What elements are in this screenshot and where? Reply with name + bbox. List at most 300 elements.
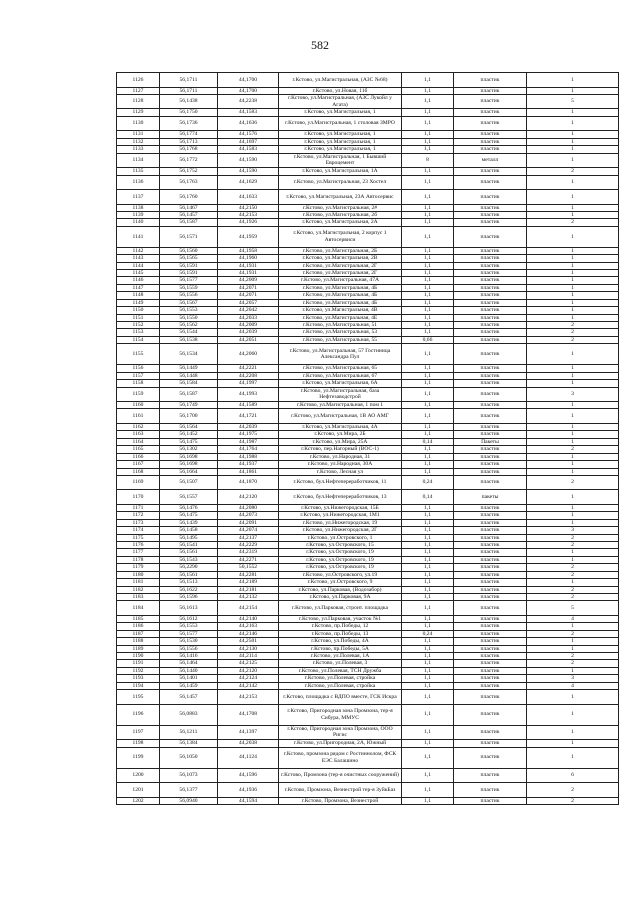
row-number-cell: 1174 [117, 527, 160, 534]
longitude-cell: 44,2501 [218, 638, 279, 645]
volume-cell: 1,1 [402, 175, 454, 190]
table-row [117, 307, 619, 314]
address-cell: г.Кстово, ул.Магистральная, 1 [279, 146, 402, 153]
volume-cell: 1,1 [402, 653, 454, 660]
material-cell: пластик [454, 549, 527, 556]
quantity-cell: 2 [527, 783, 619, 798]
quantity-cell: 1 [527, 131, 619, 138]
table-row [117, 94, 619, 109]
longitude-cell: 44,2039 [218, 423, 279, 430]
quantity-cell: 2 [527, 564, 619, 571]
table-row [117, 314, 619, 321]
address-cell: г.Кстово, промзона рядом с Ростиннолом, ФСК ЕЭС Балашино [279, 747, 402, 768]
latitude-cell: 56,1752 [160, 168, 218, 175]
row-number-cell: 1190 [117, 653, 160, 660]
row-number-cell: 1169 [117, 475, 160, 490]
address-cell: г.Кстово, ул.Магистральная, 23 Хостел [279, 175, 402, 190]
row-number-cell: 1182 [117, 586, 160, 593]
table-row [117, 87, 619, 94]
row-number-cell: 1162 [117, 423, 160, 430]
latitude-cell: 56,1565 [160, 255, 218, 262]
volume-cell: 1,1 [402, 131, 454, 138]
address-cell: г.Кстово, ул.Магистральная, 47А [279, 277, 402, 284]
row-number-cell: 1202 [117, 797, 160, 804]
row-number-cell: 1132 [117, 138, 160, 145]
material-cell: пластик [454, 534, 527, 541]
latitude-cell: 56,1587 [160, 219, 218, 226]
material-cell: пластик [454, 372, 527, 379]
material-cell: пластик [454, 402, 527, 409]
material-cell: пластик [454, 204, 527, 211]
volume-cell: 1,1 [402, 740, 454, 747]
table-row [117, 423, 619, 430]
latitude-cell: 56,0883 [160, 704, 218, 725]
longitude-cell: 44,2039 [218, 329, 279, 336]
longitude-cell: 44,2073 [218, 512, 279, 519]
latitude-cell: 56,1476 [160, 504, 218, 511]
row-number-cell: 1158 [117, 380, 160, 387]
latitude-cell: 56,1698 [160, 461, 218, 468]
latitude-cell: 56,1713 [160, 138, 218, 145]
latitude-cell: 56,1750 [160, 109, 218, 116]
row-number-cell: 1173 [117, 519, 160, 526]
volume-cell: 1,1 [402, 255, 454, 262]
longitude-cell: 44,1583 [218, 146, 279, 153]
longitude-cell: 44,1936 [218, 783, 279, 798]
longitude-cell: 44,1596 [218, 768, 279, 783]
longitude-cell: 44,2137 [218, 534, 279, 541]
latitude-cell: 56,1768 [160, 146, 218, 153]
address-cell: г.Кстово, ул.Нижегородская, 19 [279, 519, 402, 526]
address-cell: г.Кстово, ул.Магистральная, 4Б [279, 284, 402, 291]
volume-cell: 1,1 [402, 402, 454, 409]
table-row [117, 438, 619, 445]
table-row [117, 204, 619, 211]
quantity-cell: 1 [527, 431, 619, 438]
row-number-cell: 1193 [117, 675, 160, 682]
volume-cell: 1,1 [402, 446, 454, 453]
volume-cell: 1,1 [402, 453, 454, 460]
material-cell: пластик [454, 725, 527, 740]
row-number-cell: 1187 [117, 630, 160, 637]
longitude-cell: 44,1988 [218, 453, 279, 460]
quantity-cell: 1 [527, 146, 619, 153]
volume-cell: 1,1 [402, 387, 454, 402]
quantity-cell: 1 [527, 402, 619, 409]
volume-cell: 1,1 [402, 344, 454, 365]
quantity-cell: 1 [527, 409, 619, 424]
material-cell: пластик [454, 527, 527, 534]
address-cell: г.Кстово, ул.Магистральная, 4Б [279, 299, 402, 306]
quantity-cell: 1 [527, 380, 619, 387]
material-cell: пластик [454, 336, 527, 343]
table-row [117, 740, 619, 747]
row-number-cell: 1168 [117, 468, 160, 475]
material-cell: пластик [454, 138, 527, 145]
material-cell: пластик [454, 262, 527, 269]
latitude-cell: 56,1562 [160, 322, 218, 329]
address-cell: г.Кстово, ул.Магистральная, 67 [279, 372, 402, 379]
material-cell: пластик [454, 579, 527, 586]
address-cell: г.Кстово, пр.Победы, 13 [279, 630, 402, 637]
row-number-cell: 1137 [117, 190, 160, 205]
material-cell: пластик [454, 344, 527, 365]
address-cell: г.Кстово, ул.Мира, 25А [279, 438, 402, 445]
longitude-cell: 44,2146 [218, 630, 279, 637]
volume-cell: 1,1 [402, 593, 454, 600]
material-cell: пластик [454, 630, 527, 637]
material-cell: пластик [454, 314, 527, 321]
latitude-cell: 56,1534 [160, 344, 218, 365]
table-row [117, 667, 619, 674]
longitude-cell: 44,2009 [218, 322, 279, 329]
latitude-cell: 56,1711 [160, 87, 218, 94]
quantity-cell: 1 [527, 190, 619, 205]
longitude-cell: 44,1721 [218, 409, 279, 424]
material-cell: пластик [454, 645, 527, 652]
latitude-cell: 56,1467 [160, 204, 218, 211]
address-cell: г.Кстово, ул.Островского, 15 [279, 542, 402, 549]
row-number-cell: 1191 [117, 660, 160, 667]
table-row [117, 615, 619, 622]
latitude-cell: 56,1513 [160, 579, 218, 586]
volume-cell: 1,1 [402, 534, 454, 541]
latitude-cell: 56,1564 [160, 423, 218, 430]
container-site-table [116, 72, 619, 805]
quantity-cell: 1 [527, 372, 619, 379]
address-cell: г.Кстово, ул.Магистральная, 2б [279, 211, 402, 218]
quantity-cell: 2 [527, 168, 619, 175]
quantity-cell: 2 [527, 653, 619, 660]
volume-cell: 0,24 [402, 475, 454, 490]
material-cell: пластик [454, 446, 527, 453]
row-number-cell: 1180 [117, 571, 160, 578]
table-row [117, 116, 619, 131]
longitude-cell: 44,2140 [218, 615, 279, 622]
address-cell: г.Кстово, ул.Парковая, (Водозабор) [279, 586, 402, 593]
material-cell: пластик [454, 564, 527, 571]
latitude-cell: 56,1475 [160, 512, 218, 519]
material-cell: пластик [454, 190, 527, 205]
address-cell: г.Кстово, ул.Магистральная, 55 [279, 336, 402, 343]
material-cell: пластик [454, 519, 527, 526]
material-cell: пластик [454, 131, 527, 138]
volume-cell: 1,1 [402, 660, 454, 667]
material-cell: пластик [454, 461, 527, 468]
longitude-cell: 44,1590 [218, 153, 279, 168]
volume-cell: 1,1 [402, 725, 454, 740]
latitude-cell: 56,1377 [160, 783, 218, 798]
volume-cell: 1,1 [402, 747, 454, 768]
latitude-cell: 56,1774 [160, 131, 218, 138]
quantity-cell: 1 [527, 704, 619, 725]
quantity-cell: 1 [527, 667, 619, 674]
quantity-cell: 1 [527, 204, 619, 211]
latitude-cell: 56,1544 [160, 329, 218, 336]
table-row [117, 409, 619, 424]
material-cell: пластик [454, 453, 527, 460]
table-row [117, 380, 619, 387]
longitude-cell: 50,1552 [218, 564, 279, 571]
longitude-cell: 44,1861 [218, 468, 279, 475]
address-cell: г.Кстово, ул.Магистральная, 23А Автосервис [279, 190, 402, 205]
table-row [117, 747, 619, 768]
address-cell: г.Кстово, ул.Пригородная, 2А, Южный [279, 740, 402, 747]
material-cell: пластик [454, 211, 527, 218]
volume-cell: 1,1 [402, 571, 454, 578]
table-row [117, 630, 619, 637]
volume-cell: 1,1 [402, 564, 454, 571]
quantity-cell: 2 [527, 322, 619, 329]
row-number-cell: 1171 [117, 504, 160, 511]
longitude-cell: 44,1700 [218, 87, 279, 94]
volume-cell: 1,1 [402, 519, 454, 526]
longitude-cell: 44,2221 [218, 365, 279, 372]
address-cell: г.Кстово, ул.Победы, 4А [279, 638, 402, 645]
row-number-cell: 1138 [117, 204, 160, 211]
longitude-cell: 44,2132 [218, 593, 279, 600]
quantity-cell: 2 [527, 660, 619, 667]
address-cell: г.Кстово, ул.Магистральная, (АЗС Лукойл у Агата) [279, 94, 402, 109]
table-row [117, 504, 619, 511]
longitude-cell: 44,1987 [218, 438, 279, 445]
table-row [117, 299, 619, 306]
table-row [117, 109, 619, 116]
row-number-cell: 1153 [117, 329, 160, 336]
longitude-cell: 44,2153 [218, 211, 279, 218]
longitude-cell: 44,2120 [218, 490, 279, 505]
latitude-cell: 56,1772 [160, 153, 218, 168]
latitude-cell: 56,1495 [160, 534, 218, 541]
volume-cell: 1,1 [402, 94, 454, 109]
address-cell: г.Кстово, ул.Нижегородская, 2Г [279, 527, 402, 534]
quantity-cell: 2 [527, 797, 619, 804]
volume-cell: 1,1 [402, 146, 454, 153]
row-number-cell: 1139 [117, 211, 160, 218]
material-cell: пакеты [454, 490, 527, 505]
latitude-cell: 56,1458 [160, 527, 218, 534]
volume-cell: 1,1 [402, 623, 454, 630]
volume-cell: 1,1 [402, 504, 454, 511]
volume-cell: 1,1 [402, 468, 454, 475]
volume-cell: 1,1 [402, 423, 454, 430]
address-cell: г.Кстово, площадка с ВДПО вместе, ГСК Искра [279, 690, 402, 705]
address-cell: г.Кстово, ул.Магистральная, 1 столовая ЗМРО [279, 116, 402, 131]
table-row [117, 675, 619, 682]
table-row [117, 725, 619, 740]
row-number-cell: 1151 [117, 314, 160, 321]
address-cell: г.Кстово, ул.Магистральная, 4В [279, 307, 402, 314]
volume-cell: 1,1 [402, 322, 454, 329]
longitude-cell: 44,2142 [218, 682, 279, 689]
volume-cell: 0,14 [402, 438, 454, 445]
volume-cell: 1,1 [402, 168, 454, 175]
latitude-cell: 56,1457 [160, 211, 218, 218]
material-cell: пластик [454, 109, 527, 116]
quantity-cell: 1 [527, 116, 619, 131]
quantity-cell: 1 [527, 623, 619, 630]
quantity-cell: 2 [527, 219, 619, 226]
volume-cell: 1,1 [402, 409, 454, 424]
longitude-cell: 44,1708 [218, 704, 279, 725]
latitude-cell: 56,1457 [160, 690, 218, 705]
row-number-cell: 1149 [117, 299, 160, 306]
quantity-cell: 1 [527, 284, 619, 291]
address-cell: г.Кстово, ул.Новая, 11б [279, 87, 402, 94]
longitude-cell: 44,2319 [218, 549, 279, 556]
row-number-cell: 1192 [117, 667, 160, 674]
latitude-cell: 56,1577 [160, 630, 218, 637]
longitude-cell: 44,2071 [218, 284, 279, 291]
volume-cell: 1,1 [402, 638, 454, 645]
longitude-cell: 44,2281 [218, 571, 279, 578]
longitude-cell: 44,2153 [218, 690, 279, 705]
longitude-cell: 44,2009 [218, 277, 279, 284]
latitude-cell: 56,1749 [160, 402, 218, 409]
quantity-cell: 1 [527, 255, 619, 262]
table-row [117, 431, 619, 438]
longitude-cell: 44,2124 [218, 675, 279, 682]
longitude-cell: 44,2163 [218, 623, 279, 630]
table-row [117, 255, 619, 262]
quantity-cell: 1 [527, 292, 619, 299]
address-cell: г.Кстово, ул.Магистральная, 2 корпус 1 Автосервиси [279, 226, 402, 247]
quantity-cell: 3 [527, 387, 619, 402]
quantity-cell: 1 [527, 226, 619, 247]
material-cell: пластик [454, 512, 527, 519]
row-number-cell: 1185 [117, 615, 160, 622]
material-cell: пластик [454, 270, 527, 277]
longitude-cell: 44,2071 [218, 292, 279, 299]
quantity-cell: 1 [527, 453, 619, 460]
row-number-cell: 1199 [117, 747, 160, 768]
table-row [117, 336, 619, 343]
address-cell: г.Кстово, ул.Магистральная, 1 [279, 138, 402, 145]
address-cell: г.Кстово, ул.Мира, 2Б [279, 431, 402, 438]
row-number-cell: 1135 [117, 168, 160, 175]
table-row [117, 660, 619, 667]
quantity-cell: 1 [527, 277, 619, 284]
latitude-cell: 56,1507 [160, 475, 218, 490]
address-cell: г.Кстово, ул.Магистральная, 57 Гостиница Александра Пул [279, 344, 402, 365]
address-cell: г.Кстово, ул.Островского, 1 [279, 534, 402, 541]
material-cell: пластик [454, 146, 527, 153]
row-number-cell: 1183 [117, 593, 160, 600]
latitude-cell: 56,1571 [160, 226, 218, 247]
latitude-cell: 56,1760 [160, 190, 218, 205]
quantity-cell: 1 [527, 747, 619, 768]
table-row [117, 645, 619, 652]
quantity-cell: 1 [527, 438, 619, 445]
table-row [117, 138, 619, 145]
material-cell: пластик [454, 660, 527, 667]
latitude-cell: 56,1591 [160, 262, 218, 269]
row-number-cell: 1157 [117, 372, 160, 379]
material-cell: пластик [454, 571, 527, 578]
material-cell: пластик [454, 307, 527, 314]
table-row [117, 564, 619, 571]
material-cell: пластик [454, 768, 527, 783]
table-row [117, 284, 619, 291]
latitude-cell: 56,2290 [160, 564, 218, 571]
quantity-cell: 1 [527, 690, 619, 705]
row-number-cell: 1166 [117, 453, 160, 460]
quantity-cell: 1 [527, 725, 619, 740]
volume-cell: 1,1 [402, 211, 454, 218]
address-cell: г.Кстово, Пригородная зона Промзона, тер-я Сибура, ММУС [279, 704, 402, 725]
material-cell: металл [454, 153, 527, 168]
material-cell: пластик [454, 329, 527, 336]
volume-cell: 1,1 [402, 277, 454, 284]
table-row [117, 623, 619, 630]
quantity-cell: 1 [527, 344, 619, 365]
row-number-cell: 1154 [117, 336, 160, 343]
quantity-cell: 1 [527, 504, 619, 511]
latitude-cell: 56,1211 [160, 725, 218, 740]
volume-cell: 1,1 [402, 307, 454, 314]
table-row [117, 344, 619, 365]
quantity-cell: 1 [527, 645, 619, 652]
quantity-cell: 1 [527, 299, 619, 306]
volume-cell: 1,1 [402, 365, 454, 372]
address-cell: г.Кстово, пр.Победы, 5А [279, 645, 402, 652]
volume-cell: 0,66 [402, 336, 454, 343]
table-row [117, 73, 619, 88]
row-number-cell: 1150 [117, 307, 160, 314]
row-number-cell: 1147 [117, 284, 160, 291]
material-cell: пластик [454, 797, 527, 804]
material-cell: пластик [454, 556, 527, 563]
address-cell: г.Кстово, ул.Полевая, стройка [279, 675, 402, 682]
latitude-cell: 56,1596 [160, 593, 218, 600]
material-cell: пластик [454, 365, 527, 372]
table-row [117, 527, 619, 534]
quantity-cell: 3 [527, 675, 619, 682]
latitude-cell: 56,1438 [160, 94, 218, 109]
longitude-cell: 44,2033 [218, 314, 279, 321]
latitude-cell: 56,1553 [160, 307, 218, 314]
row-number-cell: 1197 [117, 725, 160, 740]
row-number-cell: 1141 [117, 226, 160, 247]
address-cell: г.Кстово, ул.Магистральная, 4Е [279, 314, 402, 321]
address-cell: г.Кстово, ул.Магистральная, 2Г [279, 262, 402, 269]
address-cell: г.Кстово, Пригородная зона Промзона, ООО Ригис [279, 725, 402, 740]
longitude-cell: 44,2154 [218, 601, 279, 616]
longitude-cell: 44,1960 [218, 255, 279, 262]
quantity-cell: 1 [527, 307, 619, 314]
address-cell: г.Кстово, ул.Парковая, участок №1 [279, 615, 402, 622]
volume-cell: 1,1 [402, 314, 454, 321]
row-number-cell: 1201 [117, 783, 160, 798]
table-row [117, 387, 619, 402]
longitude-cell: 44,2150 [218, 204, 279, 211]
volume-cell: 0,14 [402, 490, 454, 505]
table-row [117, 372, 619, 379]
latitude-cell: 56,1448 [160, 372, 218, 379]
table-row [117, 131, 619, 138]
volume-cell: 1,1 [402, 219, 454, 226]
latitude-cell: 56,1763 [160, 175, 218, 190]
latitude-cell: 56,1577 [160, 277, 218, 284]
table-row [117, 365, 619, 372]
material-cell: пластик [454, 175, 527, 190]
address-cell: г.Кстово, бул.Нефтепереработчиков, 11 [279, 475, 402, 490]
latitude-cell: 56,1464 [160, 660, 218, 667]
row-number-cell: 1165 [117, 446, 160, 453]
page-number: 582 [311, 38, 329, 52]
material-cell: пластик [454, 593, 527, 600]
longitude-cell: 44,1697 [218, 138, 279, 145]
